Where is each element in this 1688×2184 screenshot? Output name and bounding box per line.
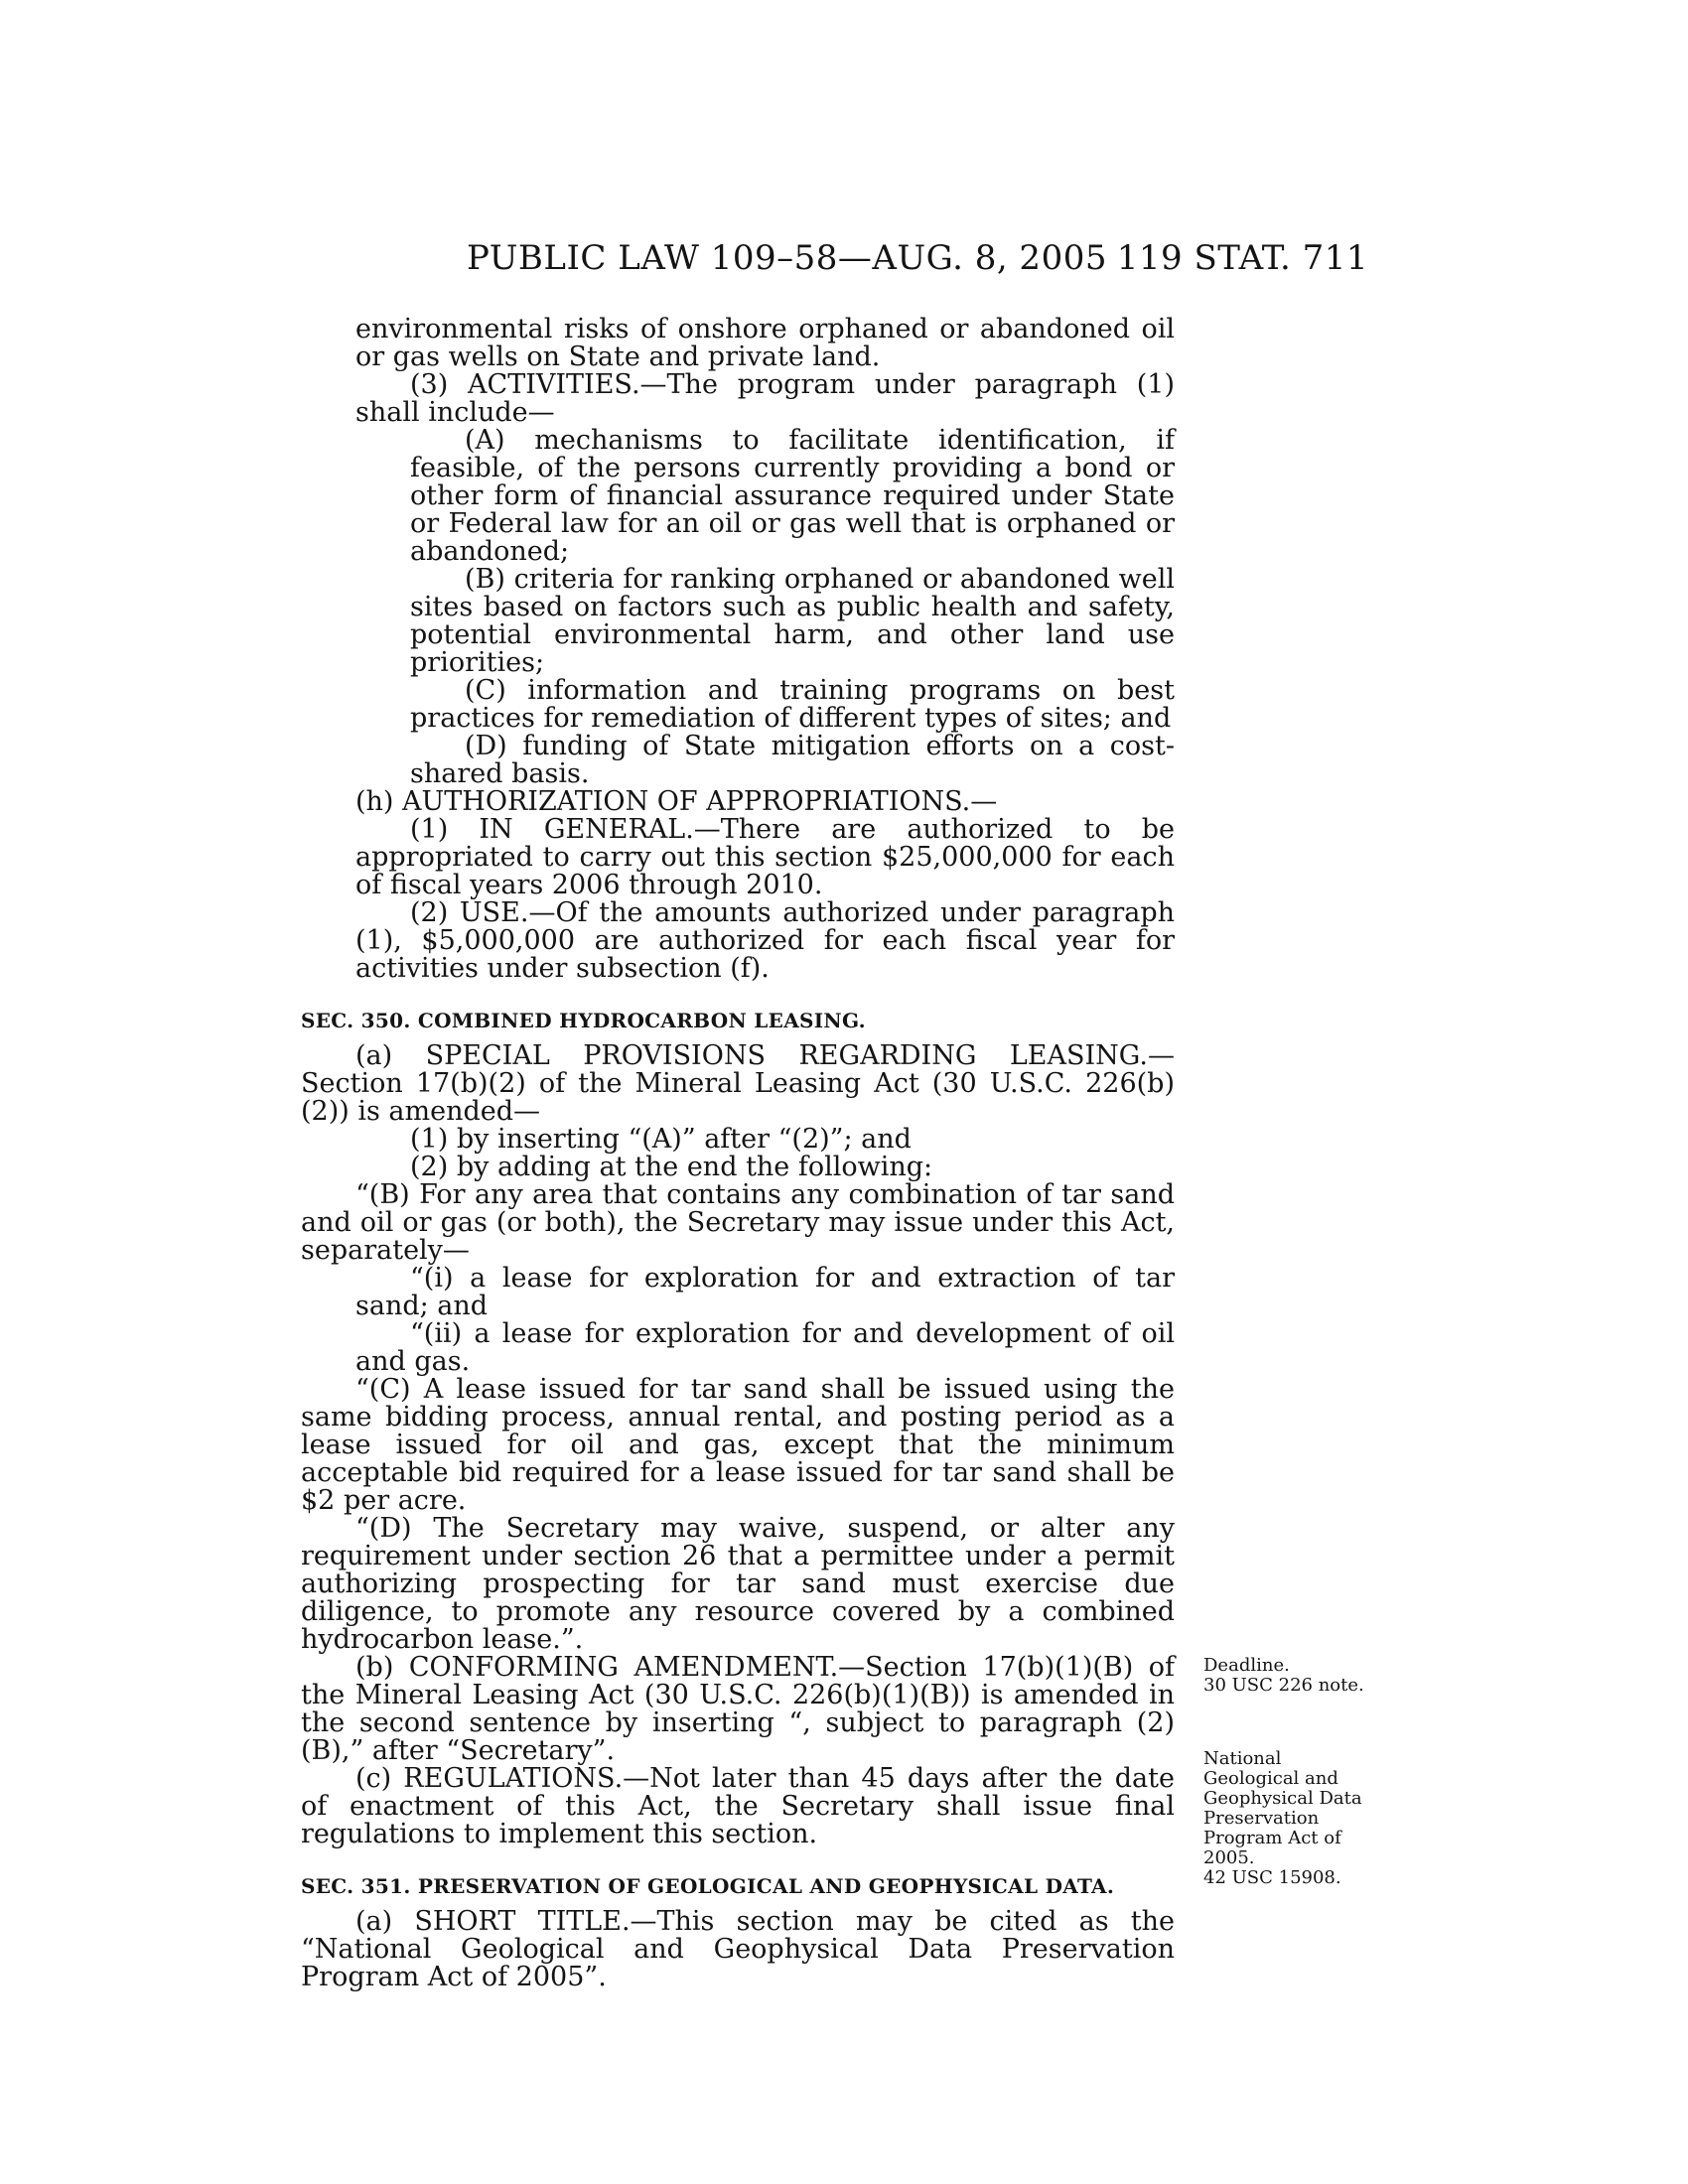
margin-note-deadline [1203,1656,1392,1696]
margin-note-line: 2005. [1203,1847,1255,1868]
law-title: PUBLIC LAW 109–58—AUG. 8, 2005 [467,238,1107,278]
paragraph-item-d: (D) funding of State mitigation efforts on a cost-shared basis. [410,731,1175,789]
margin-note-line: 30 USC 226 note. [1203,1675,1364,1696]
paragraph-in-general: (1) IN GENERAL.—There are authorized to be appropriated to carry out this section $25,000,000 for each of fiscal years 2006 through 2010. [355,814,1175,900]
document-body [301,316,1175,1991]
paragraph-350-b: (b) CONFORMING AMENDMENT.—Section 17(b)(1)(B) of the Mineral Leasing Act (30 U.S.C. 226(b)(1)(B)) is amended in the second sentence by inserting “, subject to paragraph (2)(B),” after “Secretary”. [301,1652,1175,1766]
margin-note-line: Preservation [1203,1808,1320,1829]
paragraph-350-a-2: (2) by adding at the end the following: [410,1152,933,1182]
paragraph-use: (2) USE.—Of the amounts authorized under paragraph (1), $5,000,000 are authorized for each fiscal year for activities under subsection (f). [355,897,1175,984]
paragraph-item-c: (C) information and training programs on best practices for remediation of different types of sites; and [410,675,1175,734]
paragraph-continuation: environmental risks of onshore orphaned or abandoned oil or gas wells on State and private land. [355,314,1175,372]
paragraph-350-d-quote: “(D) The Secretary may waive, suspend, or alter any requirement under section 26 that a permittee under a permit authorizing prospecting for tar sand must exercise due diligence, to promote any resource covered by a combined hydrocarbon lease.”. [301,1513,1175,1655]
margin-note-line: Geophysical Data [1203,1788,1362,1809]
margin-note-line: 42 USC 15908. [1203,1867,1341,1888]
paragraph-350-a: (a) SPECIAL PROVISIONS REGARDING LEASING.—Section 17(b)(2) of the Mineral Leasing Act (30 U.S.C. 226(b)(2)) is amended— [301,1040,1175,1127]
margin-note-line: National [1203,1748,1282,1769]
page-number: 119 STAT. 711 [1116,238,1368,278]
paragraph-350-c: (c) REGULATIONS.—Not later than 45 days after the date of enactment of this Act, the Secretary shall issue final regulations to implement this section. [301,1763,1175,1849]
paragraph-activities: (3) ACTIVITIES.—The program under paragraph (1) shall include— [355,369,1175,428]
paragraph-item-b: (B) criteria for ranking orphaned or abandoned well sites based on factors such as public health and safety, potential environmental harm, and other land use priorities; [410,564,1175,678]
paragraph-350-b-quote: “(B) For any area that contains any combination of tar sand and oil or gas (or both), the Secretary may issue under this Act, separately— [301,1179,1175,1266]
paragraph-350-c-quote: “(C) A lease issued for tar sand shall be issued using the same bidding process, annual rental, and posting period as a lease issued for oil and gas, except that the minimum acceptable bid required for a lease issued for tar sand shall be $2 per acre. [301,1374,1175,1516]
subsection-h-heading: (h) AUTHORIZATION OF APPROPRIATIONS.— [355,786,998,817]
margin-note-line: Program Act of [1203,1828,1341,1848]
margin-note-line: Deadline. [1203,1655,1290,1676]
paragraph-351-a: (a) SHORT TITLE.—This section may be cited as the “National Geological and Geophysical Data Preservation Program Act of 2005”. [301,1906,1175,1992]
paragraph-350-b-i: “(i) a lease for exploration for and extraction of tar sand; and [355,1263,1175,1321]
margin-note-line: Geological and [1203,1768,1338,1789]
section-350-heading: SEC. 350. COMBINED HYDROCARBON LEASING. [301,1009,866,1032]
paragraph-item-a: (A) mechanisms to facilitate identification, if feasible, of the persons currently providing a bond or other form of financial assurance required under State or Federal law for an oil or gas well that is orphaned or abandoned; [410,425,1175,567]
margin-note-short-title [1203,1749,1392,1888]
paragraph-350-a-1: (1) by inserting “(A)” after “(2)”; and [410,1124,912,1155]
page-header [467,238,1368,288]
paragraph-350-b-ii: “(ii) a lease for exploration for and development of oil and gas. [355,1318,1175,1377]
section-351-heading: SEC. 351. PRESERVATION OF GEOLOGICAL AND GEOPHYSICAL DATA. [301,1874,1115,1898]
